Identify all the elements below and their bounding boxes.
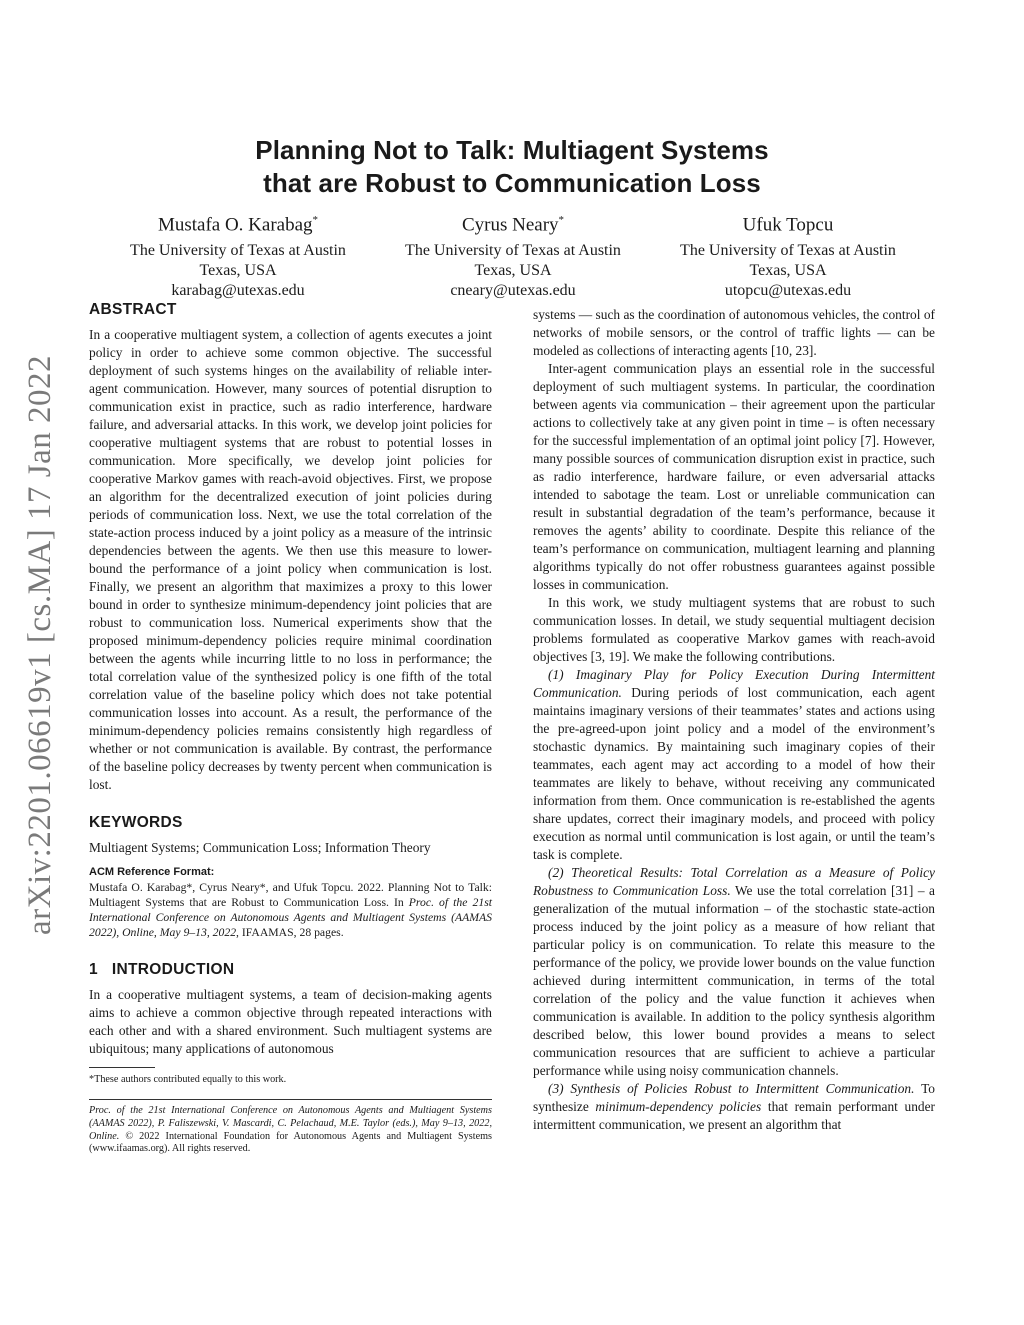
author-affiliation: The University of Texas at Austin [680,242,896,260]
intro-paragraph-this-work: In this work, we study multiagent systems that are robust to such communication losses. In detail, we study sequential multiagent decision problems formulated as cooperative Markov games with reach-avoid objectives [3, 19]. We make the following contributions. [533,595,935,664]
abstract-text: In a cooperative multiagent system, a collection of agents executes a joint policy in order to achieve some common objective. The successful deployment of such systems hinges on the availability of reliable inter-agent communication. However, many sources of potential disruption to communication exist in practice, such as radio interference, hardware failure, and adversarial attacks. In this work, we develop joint policies for cooperative multiagent systems that are robust to potential losses in communication. More specifically, we develop joint policies for cooperative Markov games with reach-avoid objectives. First, we propose an algorithm for the decentralized execution of joint policies during periods of communication loss. Next, we use the total correlation of the state-action process induced by a joint policy as a measure of the intrinsic dependencies between the agents. We then use this measure to lower-bound the performance of a joint policy when communication is lost. Finally, we present an algorithm that maximizes a proxy to this lower bound in order to synthesize minimum-dependency joint policies that are robust to communication loss. Numerical experiments show that the proposed minimum-dependency policies require minimal coordination between the agents while incurring little to no loss in performance; the total correlation value of the synthesized policy is one fifth of the total correlation value of the baseline policy which does not take potential communication losses into account. As a result, the performance of the minimum-dependency policies remains consistently high regardless of whether or not communication is available. By contrast, the performance of the baseline policy decreases by twenty percent when communication is lost. [89,327,492,792]
author-name: Mustafa O. Karabag* [157,214,319,236]
author-affiliation: The University of Texas at Austin [405,242,621,260]
footnote: *These authors contributed equally to this work. [89,1074,287,1085]
acm-venue: Proc. of the 21st International Conference on Autonomous Agents and Multiagent Systems (AAMAS 2022), Online, May 9–13, 2022 [89,896,492,939]
title-line-2: that are Robust to Communication Loss [263,168,761,198]
footnote-rule [89,1067,155,1068]
left-column [89,300,492,1156]
keywords-text: Multiagent Systems; Communication Loss; Information Theory [89,840,431,855]
acm-reference [89,865,492,940]
introduction-heading: 1 INTRODUCTION [89,961,235,978]
introduction-paragraph: In a cooperative multiagent systems, a team of decision-making agents aims to achieve a common objective through repeated interactions with each other and with a shared environment. Such multiagent systems are ubiquitous; many applications of autonomous [89,987,492,1056]
contribution-1-title: (1) Imaginary Play for Policy Execution During Intermittent Communication. [533,667,935,700]
conference-rule [89,1099,492,1100]
contribution-1: (1) Imaginary Play for Policy Execution During Intermittent Communication. During periods of lost communication, each agent maintains imaginary versions of their teammates’ states and actions using the pre-agreed-upon joint policy and a model of the environment’s stochastic dynamics. By maintaining such imaginary copies of their teammates, each agent may act according to a model of how their teammates are likely to behave, without receiving any communicated information from them. Once communication is re-established the agents share updates, correct their imaginary models, and proceed with policy execution as normal until communication is lost again, or until the team’s task is complete. [533,667,935,862]
arxiv-identifier[interactable]: arXiv:2201.06619v1 [cs.MA] 17 Jan 2022 [22,355,58,935]
contribution-2-title: (2) Theoretical Results: Total Correlation as a Measure of Policy Robustness to Communication Loss. [533,865,935,898]
author-location: Texas, USA [199,262,277,280]
abstract-heading: ABSTRACT [89,301,177,318]
contribution-3: (3) Synthesis of Policies Robust to Intermittent Communication. To synthesize minimum-dependency policies that remain performant under intermittent communication, we present an algorithm that [533,1081,936,1132]
paper-title [0,134,1024,200]
author-email[interactable]: karabag@utexas.edu [171,282,305,300]
keywords-heading: KEYWORDS [89,814,183,831]
acm-reference-text: Mustafa O. Karabag*, Cyrus Neary*, and Ufuk Topcu. 2022. Planning Not to Talk: Multiagent Systems that are Robust to Communication Loss. In Proc. of the 21st International Conference on Autonomous Agents and Multiagent Systems (AAMAS 2022), Online, May 9–13, 2022, IFAAMAS, 28 pages. [89,881,492,939]
author-block-neary [363,208,663,301]
author-name: Cyrus Neary* [461,214,565,236]
intro-paragraph-continued: systems — such as the coordination of autonomous vehicles, the control of networks of mobile sensors, or the control of traffic lights — can be modeled as collections of interacting agents [10, 23]. [533,307,935,358]
author-affiliation: The University of Texas at Austin [130,242,346,260]
contribution-2: (2) Theoretical Results: Total Correlation as a Measure of Policy Robustness to Communication Loss. We use the total correlation [31] – a generalization of the mutual information – of the stochastic state-action process induced by the joint policy as a measure of how reliant that particular policy is on communication. To relate this measure to the performance of the policy, we provide lower bounds on the value function achieved during intermittent communication, in terms of the total correlation of the policy and the value function it achieves when communication is available. In addition to the policy synthesis algorithm described below, this lower bound provides a means to select communication resources that are sufficient to achieve a particular performance while using noisy communication channels. [533,865,935,1078]
conference-notice: Proc. of the 21st International Conference on Autonomous Agents and Multiagent Systems (AAMAS 2022), P. Faliszewski, V. Mascardi, C. Pelachaud, M.E. Taylor (eds.), May 9–13, 2022, Online. © 2022 International Foundation for Autonomous Agents and Multiagent Systems (www.ifaamas.org). All rights reserved. [89,1105,492,1155]
intro-paragraph-communication: Inter-agent communication plays an essential role in the successful deployment of such multiagent systems. In particular, the coordination between agents via communication – their agreement upon the particular actions to collectively take at any given point in time – is often necessary for the successful implementation of an optimal joint policy [7]. However, many possible sources of communication disruption exist in practice, such as radio interference, hardware failure, or even adversarial attacks intended to sabotage the team. Lost or unreliable communication can result in substantial degradation of the team’s performance, because it removes the agents’ ability to coordinate. Despite this reliance of the team’s performance on communication, multiagent learning and planning algorithms typically do not offer robustness guarantees against possible losses in communication. [533,361,935,592]
author-email[interactable]: utopcu@utexas.edu [724,282,852,300]
author-location: Texas, USA [474,262,552,280]
right-column [533,306,935,1134]
author-block-topcu [638,208,938,301]
acm-reference-label: ACM Reference Format: [89,866,215,878]
author-email[interactable]: cneary@utexas.edu [450,282,576,300]
author-block-karabag [88,208,388,301]
title-line-1: Planning Not to Talk: Multiagent Systems [255,135,769,165]
author-location: Texas, USA [749,262,827,280]
author-name: Ufuk Topcu [742,214,834,236]
contribution-3-title: (3) Synthesis of Policies Robust to Intermittent Communication. [548,1081,915,1096]
